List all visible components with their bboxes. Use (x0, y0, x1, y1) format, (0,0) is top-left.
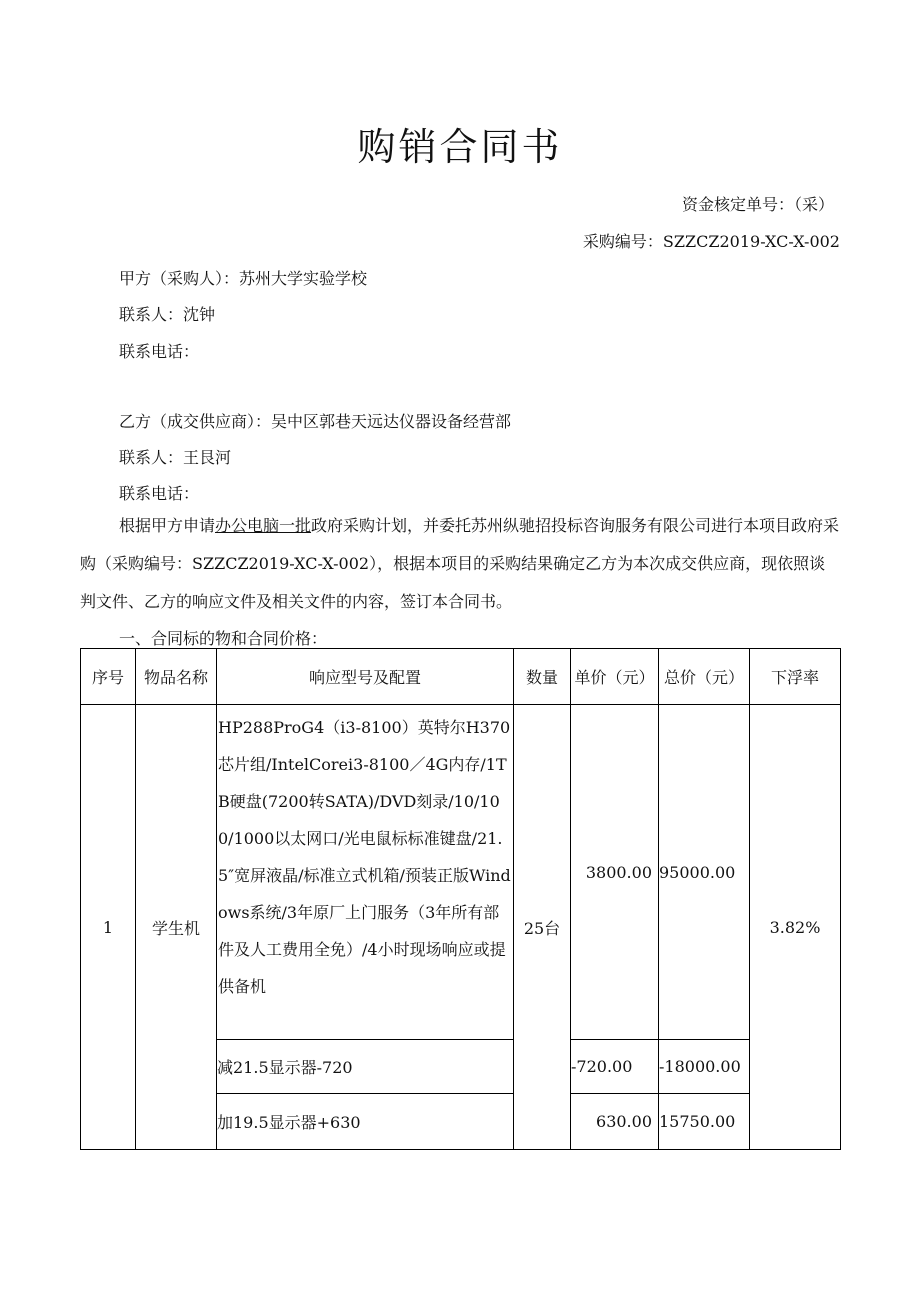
row-discount: 3.82% (750, 705, 841, 1150)
intro-text-rest: 政府采购计划，并委托苏州纵驰招投标咨询服务有限公司进行本项目政府采购（采购编号：SZZCZ2019-XC-X-002），根据本项目的采购结果确定乙方为本次成交供应商，现依照谈判文件、乙方的响应文件及相关文件的内容，签订本合同书。 (80, 516, 840, 611)
intro-text-start: 根据甲方申请 (119, 516, 216, 535)
header-config: 响应型号及配置 (217, 649, 514, 705)
header-discount: 下浮率 (750, 649, 841, 705)
row-qty: 25台 (514, 705, 571, 1150)
party-a-phone: 联系电话： (119, 342, 200, 361)
row-no: 1 (81, 705, 136, 1150)
header-unit-price: 单价（元） (571, 649, 659, 705)
party-a-name: 甲方（采购人）：苏州大学实验学校 (119, 269, 368, 288)
party-b-name: 乙方（成交供应商）：吴中区郭巷天远达仪器设备经营部 (119, 412, 512, 431)
sub-row-desc: 加19.5显示器+630 (217, 1094, 514, 1150)
row-total: 95000.00 (659, 705, 750, 1040)
header-qty: 数量 (514, 649, 571, 705)
sub-row-total: -18000.00 (659, 1040, 750, 1094)
sub-row-unit-price: 630.00 (571, 1094, 659, 1150)
table-header-row (81, 649, 841, 705)
party-b-phone: 联系电话： (119, 484, 200, 503)
row-config: HP288ProG4（i3-8100）英特尔H370芯片组/IntelCorei3-8100／4G内存/1TB硬盘(7200转SATA)/DVD刻录/10/100/1000以太网口/光电鼠标标准键盘/21.5″宽屏液晶/标准立式机箱/预装正版Windows系统/3年原厂上门服务（3年所有部件及人工费用全免）/4小时现场响应或提供备机 (217, 705, 514, 1040)
table-row (81, 705, 841, 1040)
intro-paragraph (80, 507, 840, 621)
purchase-number: 采购编号：SZZCZ2019-XC-X-002 (582, 232, 840, 251)
header-item: 物品名称 (136, 649, 217, 705)
header-no: 序号 (81, 649, 136, 705)
row-unit-price: 3800.00 (571, 705, 659, 1040)
contract-items-table (80, 648, 841, 1150)
party-b-contact: 联系人：王艮河 (119, 448, 232, 467)
fund-number: 资金核定单号：（采） (681, 195, 834, 214)
party-a-contact: 联系人：沈钟 (119, 305, 216, 324)
row-item: 学生机 (136, 705, 217, 1150)
section-heading: 一、合同标的物和合同价格： (119, 629, 328, 648)
sub-row-total: 15750.00 (659, 1094, 750, 1150)
header-total: 总价（元） (659, 649, 750, 705)
project-name: 办公电脑一批 (215, 516, 312, 535)
sub-row-unit-price: -720.00 (571, 1040, 659, 1094)
sub-row-desc: 减21.5显示器-720 (217, 1040, 514, 1094)
page-title: 购销合同书 (357, 125, 563, 169)
